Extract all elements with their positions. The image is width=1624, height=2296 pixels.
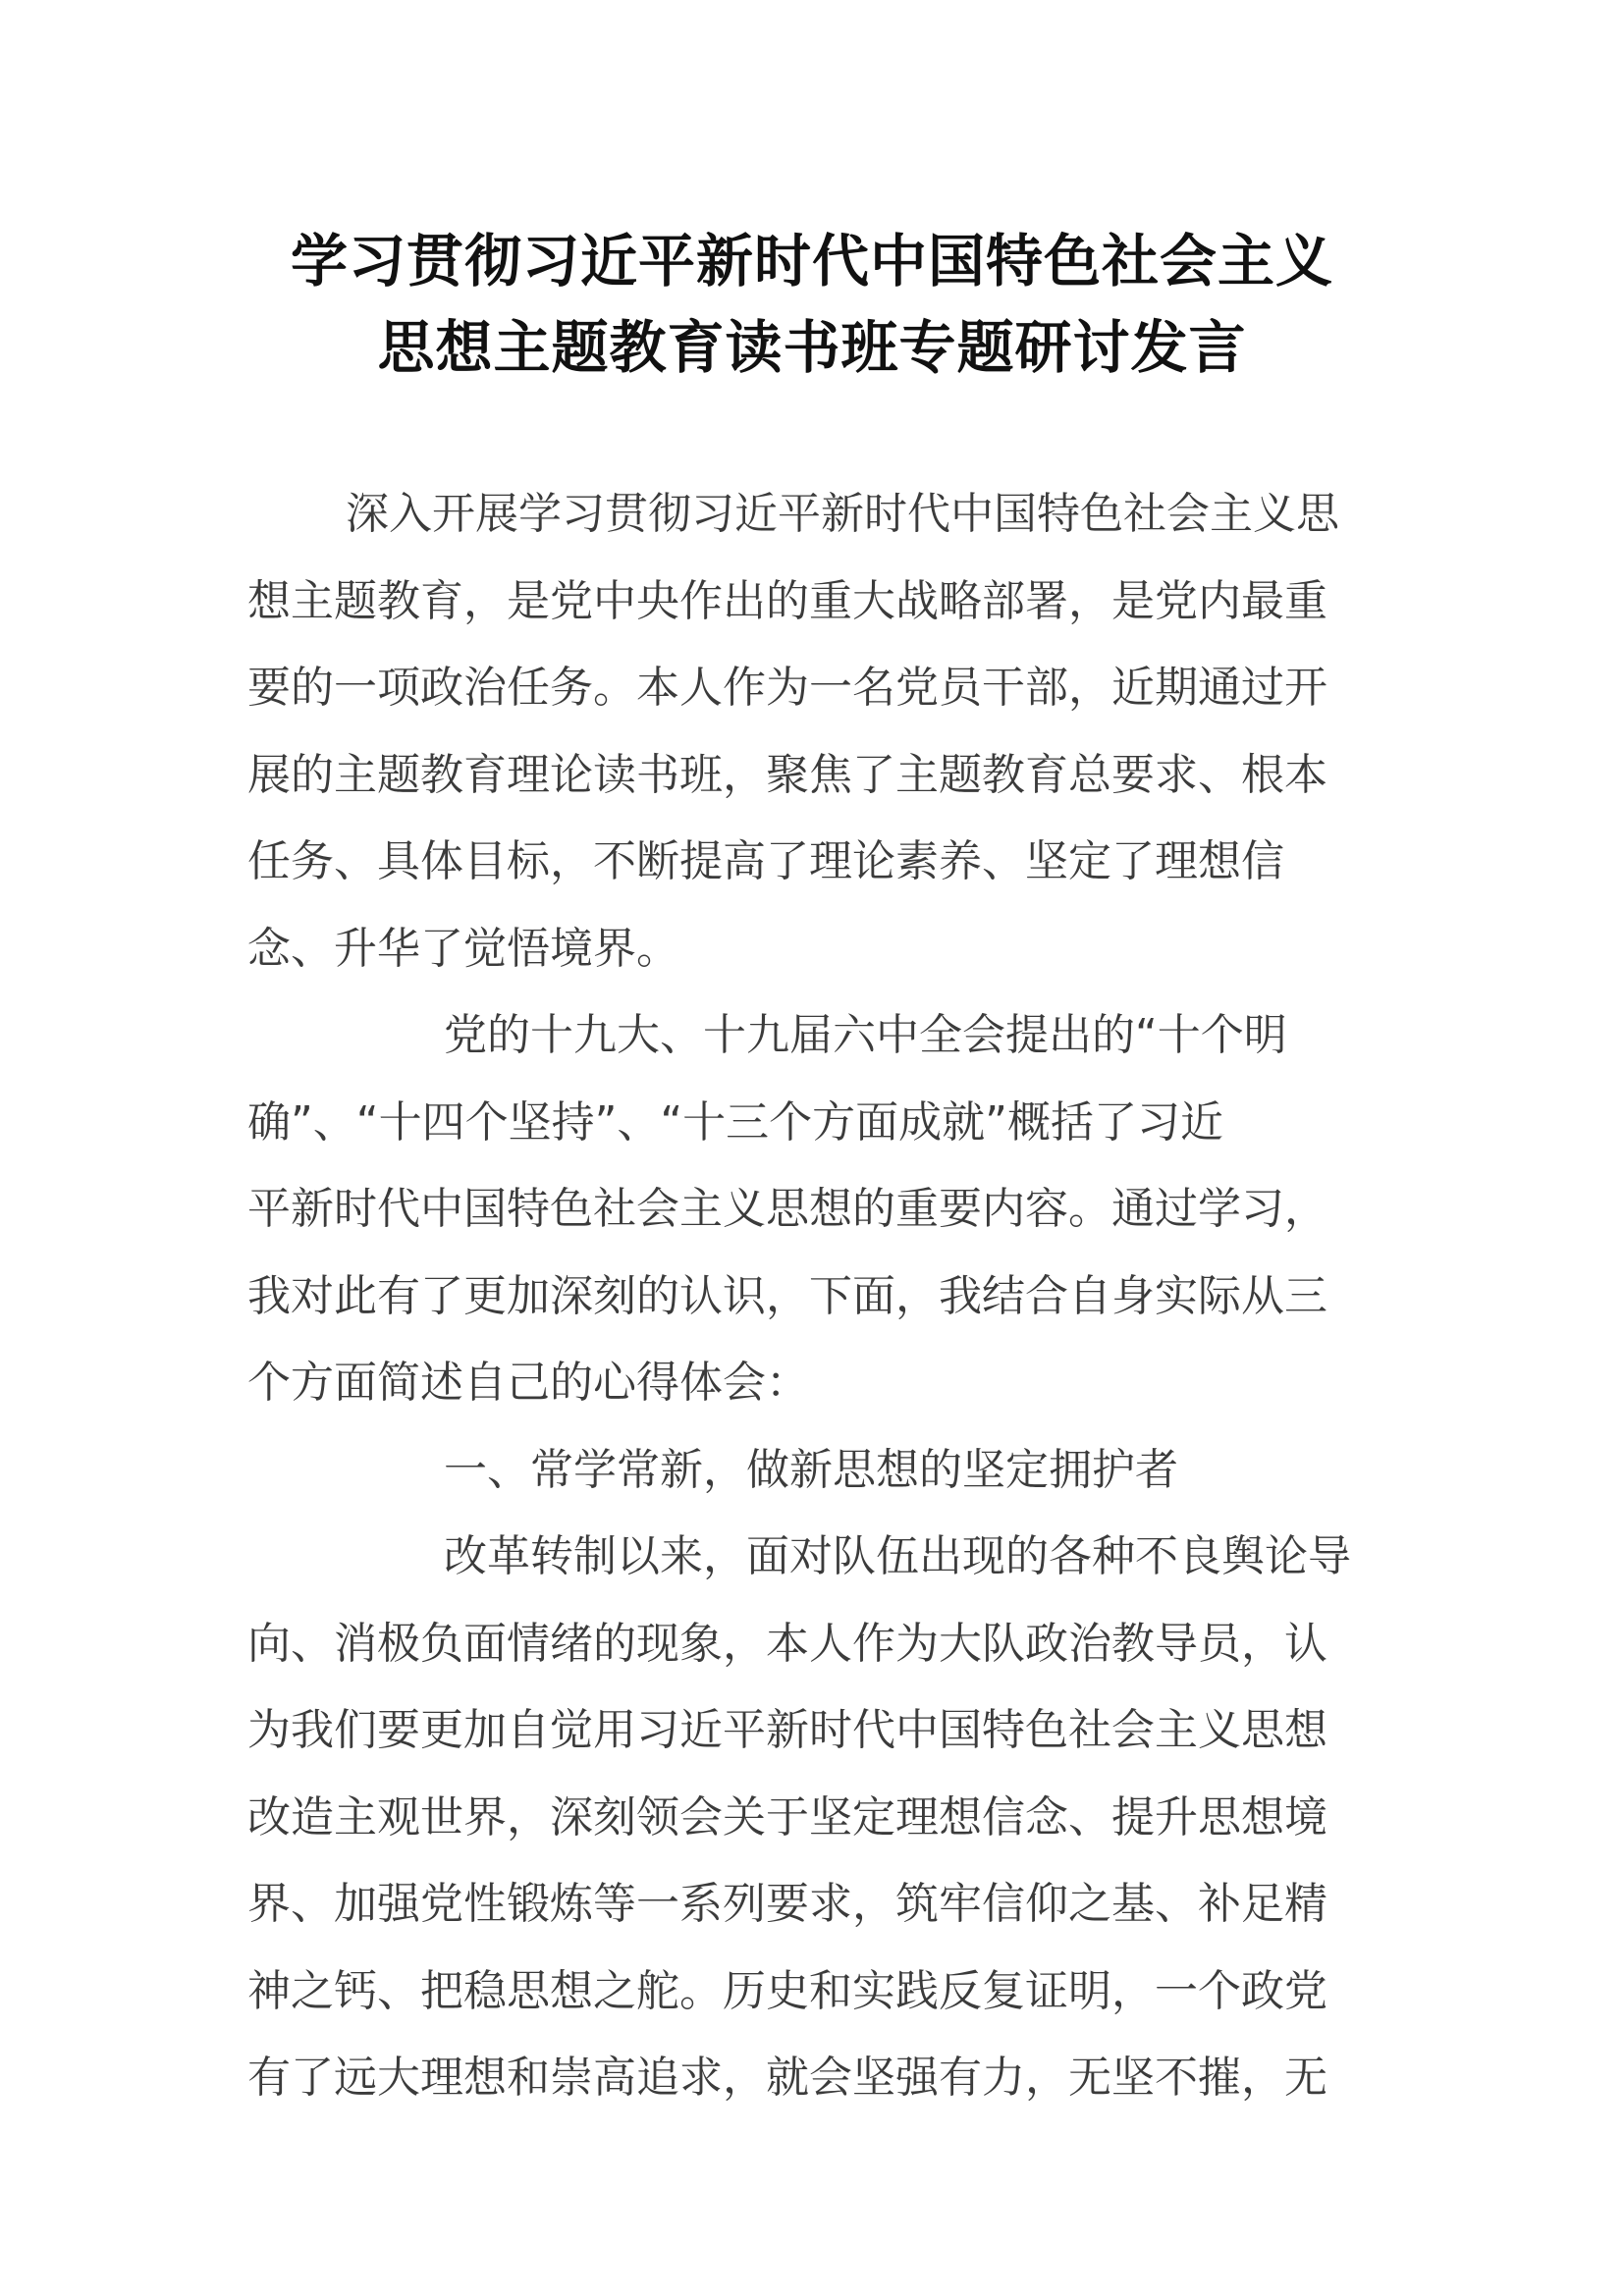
body-line: 深入开展学习贯彻习近平新时代中国特色社会主义思	[346, 489, 1339, 539]
body-line: 要的一项政治任务。本人作为一名党员干部，近期通过开	[247, 663, 1327, 713]
body-line: 确”、“十四个坚持”、“十三个方面成就”概括了习近	[247, 1096, 1223, 1148]
document-body	[247, 471, 1386, 2122]
body-line: 为我们要更加自觉用习近平新时代中国特色社会主义思想	[247, 1705, 1327, 1755]
body-line: 界、加强党性锻炼等一系列要求，筑牢信仰之基、补足精	[247, 1879, 1327, 1929]
body-line: 个方面简述自己的心得体会：	[247, 1358, 809, 1408]
body-line: 任务、具体目标，不断提高了理论素养、坚定了理想信	[247, 836, 1284, 886]
document-title	[236, 218, 1388, 391]
body-line: 平新时代中国特色社会主义思想的重要内容。通过学习，	[247, 1184, 1327, 1234]
body-line: 想主题教育，是党中央作出的重大战略部署，是党内最重	[247, 575, 1327, 626]
body-line: 神之钙、把稳思想之舵。历史和实践反复证明，一个政党	[247, 1965, 1327, 2016]
body-line: 念、升华了觉悟境界。	[247, 923, 679, 974]
body-line: 党的十九大、十九届六中全会提出的“十个明	[444, 1010, 1287, 1060]
body-line: 展的主题教育理论读书班，聚焦了主题教育总要求、根本	[247, 749, 1327, 800]
title-line-2: 思想主题教育读书班专题研讨发言	[377, 314, 1247, 381]
body-line: 改造主观世界，深刻领会关于坚定理想信念、提升思想境	[247, 1791, 1327, 1842]
body-line: 改革转制以来，面对队伍出现的各种不良舆论导	[444, 1531, 1351, 1581]
title-line-1: 学习贯彻习近平新时代中国特色社会主义	[290, 228, 1333, 294]
body-line: 向、消极负面情绪的现象，本人作为大队政治教导员，认	[247, 1618, 1327, 1669]
body-line: 有了远大理想和崇高追求，就会坚强有力，无坚不摧，无	[247, 2053, 1327, 2103]
section-heading: 一、常学常新，做新思想的坚定拥护者	[444, 1444, 1178, 1495]
body-line: 我对此有了更加深刻的认识，下面，我结合自身实际从三	[247, 1270, 1327, 1321]
